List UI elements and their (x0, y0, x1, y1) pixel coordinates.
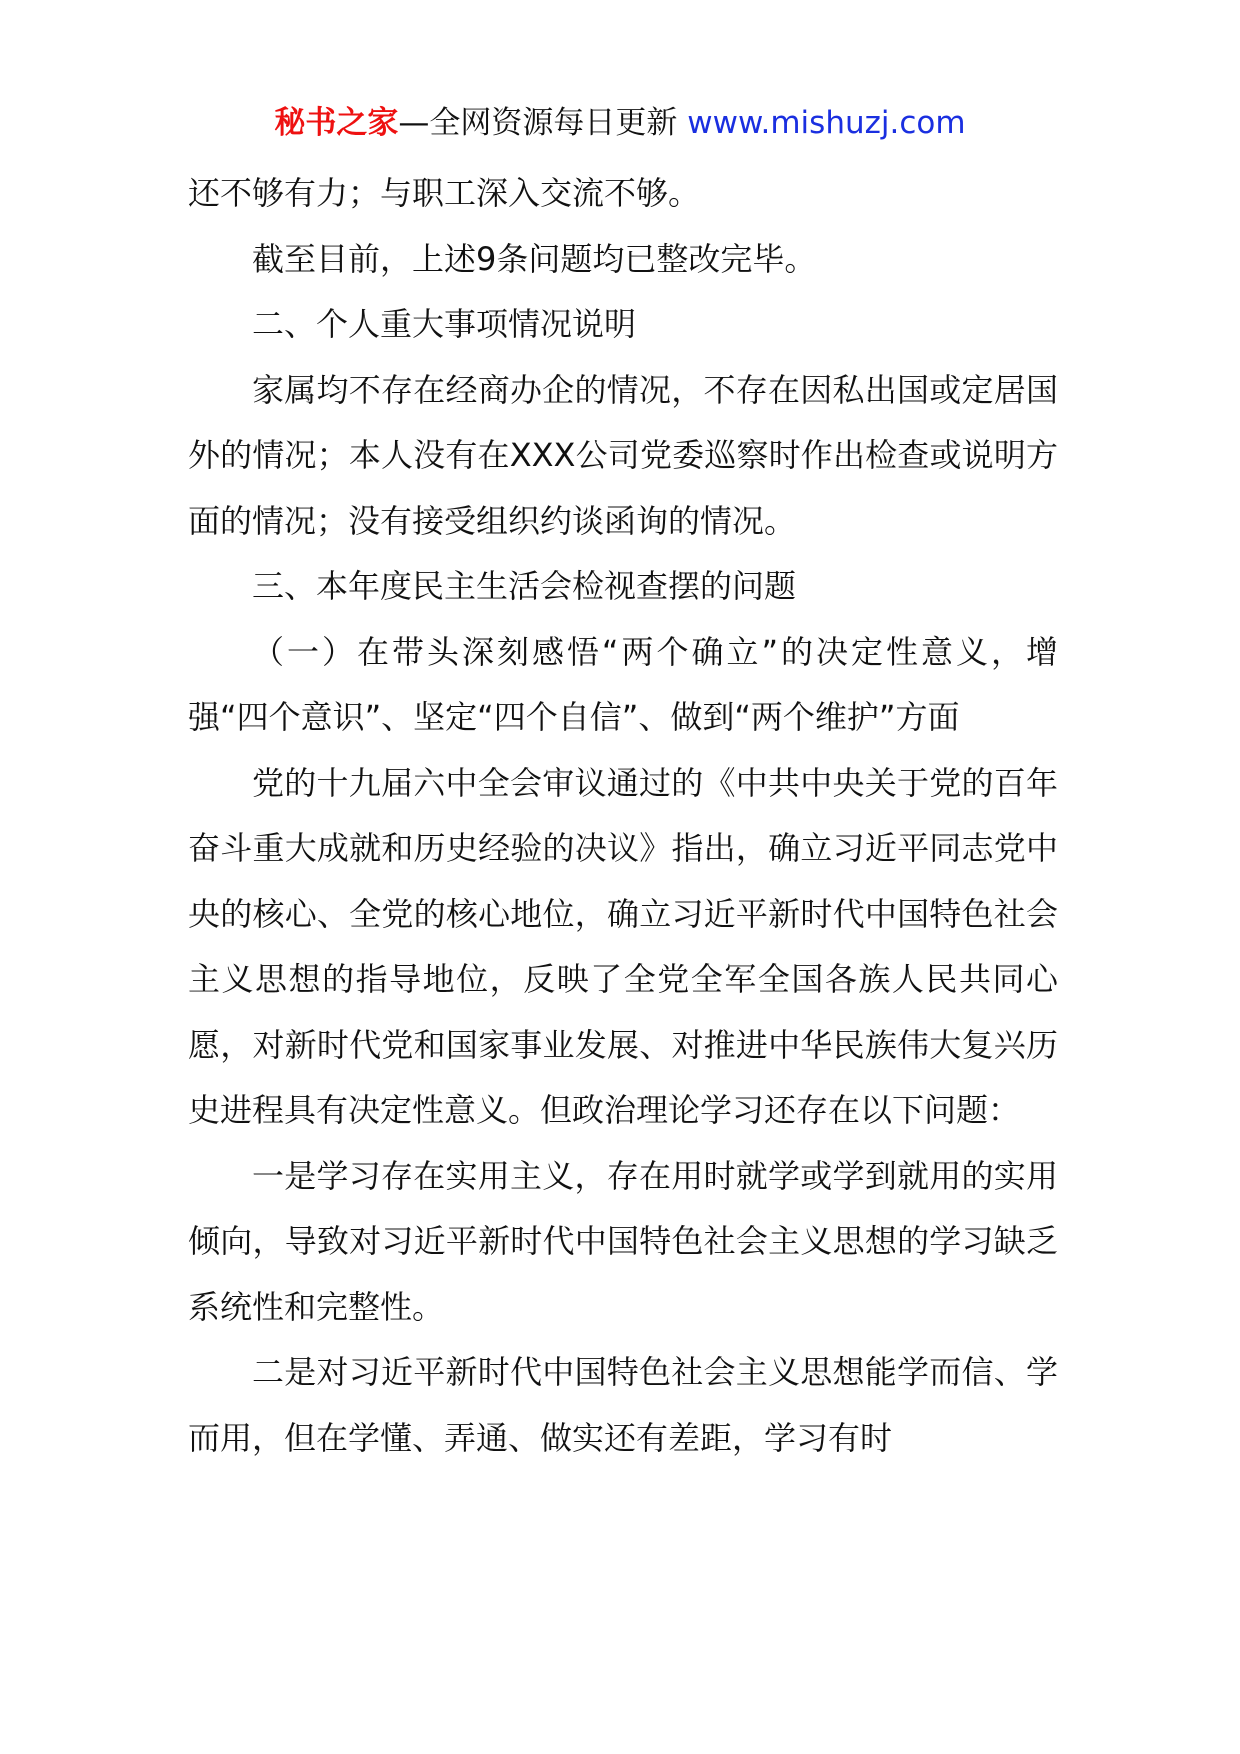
section-heading-annual-review: 三、本年度民主生活会检视查摆的问题 (252, 567, 797, 605)
subsection-heading-one: （一）在带头深刻感悟“两个确立”的决定性意义，增强“四个意识”、坚定“四个自信”、做到“两个维护”方面 (188, 632, 1058, 736)
paragraph-issue-one: 一是学习存在实用主义，存在用时就学或学到就用的实用倾向，导致对习近平新时代中国特色社会主义思想的学习缺乏系统性和完整性。 (188, 1156, 1058, 1326)
header-slogan: —全网资源每日更新 (398, 105, 688, 141)
section-heading-personal-matters: 二、个人重大事项情况说明 (252, 305, 637, 343)
paragraph-rectification-status: 截至目前，上述9条问题均已整改完毕。 (252, 239, 817, 278)
document-body (188, 161, 1058, 1471)
paragraph-issue-two: 二是对习近平新时代中国特色社会主义思想能学而信、学而用，但在学懂、弄通、做实还有差距，学习有时 (188, 1353, 1058, 1457)
site-url-link[interactable]: www.mishuzj.com (687, 105, 966, 141)
paragraph-family-statement: 家属均不存在经商办企的情况，不存在因私出国或定居国外的情况；本人没有在XXX公司党委巡察时作出检查或说明方面的情况；没有接受组织约谈函询的情况。 (188, 370, 1058, 540)
brand-name: 秘书之家 (274, 105, 399, 141)
paragraph-resolution: 党的十九届六中全会审议通过的《中共中央关于党的百年奋斗重大成就和历史经验的决议》指出，确立习近平同志党中央的核心、全党的核心地位，确立习近平新时代中国特色社会主义思想的指导地位，反映了全党全军全国各族人民共同心愿，对新时代党和国家事业发展、对推进中华民族伟大复兴历史进程具有决定性意义。但政治理论学习还存在以下问题： (188, 763, 1058, 1129)
paragraph-continuation: 还不够有力；与职工深入交流不够。 (188, 174, 701, 212)
watermark-header (0, 100, 1240, 146)
